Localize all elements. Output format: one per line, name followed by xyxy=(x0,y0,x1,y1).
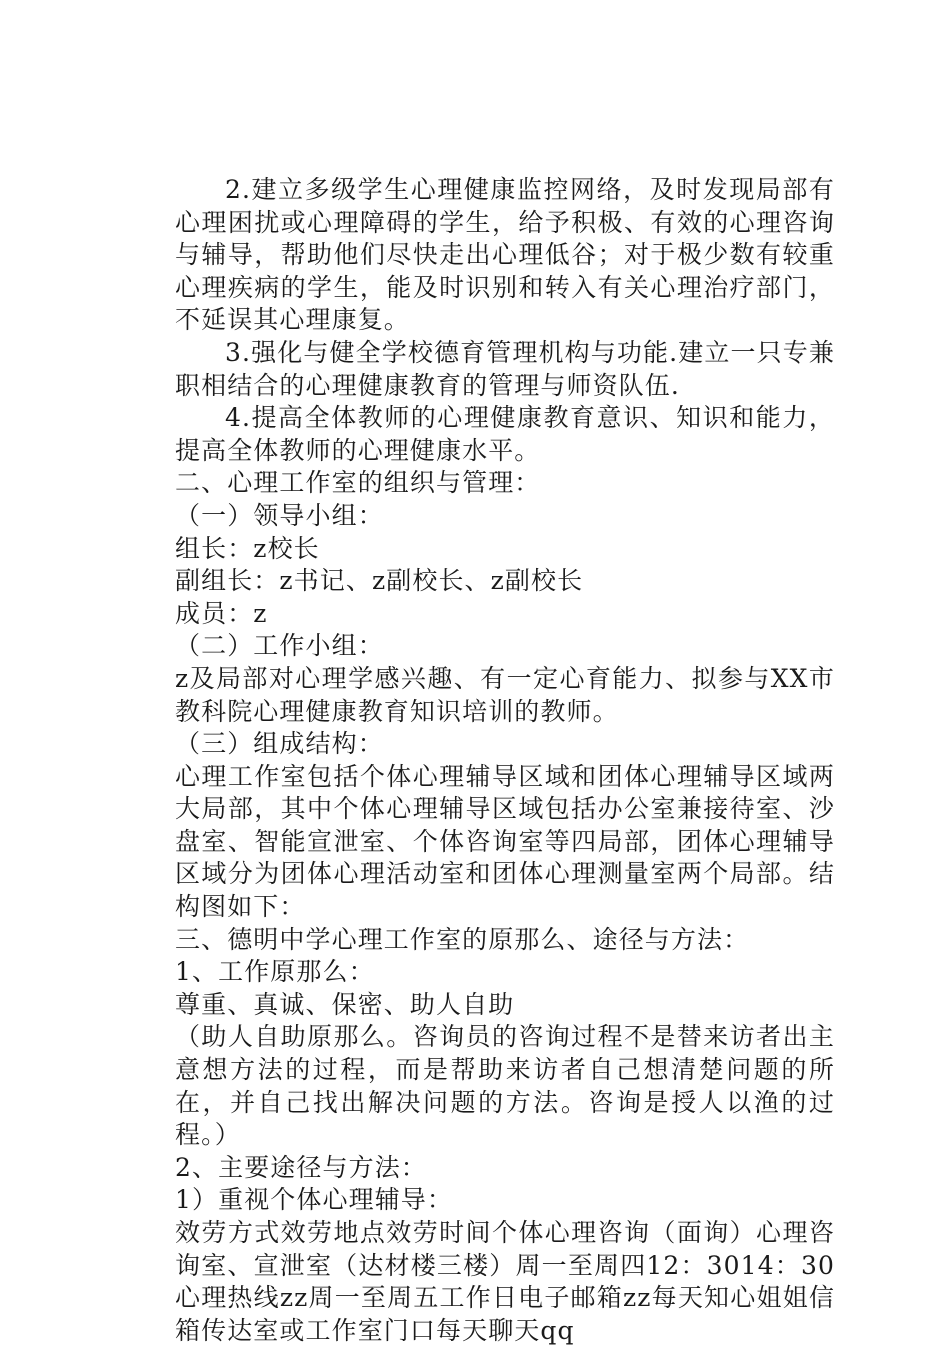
paragraph-goal-2: 2.建立多级学生心理健康监控网络，及时发现局部有心理困扰或心理障碍的学生，给予积极、有效的心理咨询与辅导，帮助他们尽快走出心理低谷；对于极少数有较重心理疾病的学生，能及时识别和转入有关心理治疗部门，不延误其心理康复。 xyxy=(175,175,835,335)
paragraph-goal-4: 4.提高全体教师的心理健康教育意识、知识和能力，提高全体教师的心理健康水平。 xyxy=(175,403,835,465)
paragraph-service-schedule: 效劳方式效劳地点效劳时间个体心理咨询（面询）心理咨询室、宣泄室（达材楼三楼）周一至周四12：3014：30心理热线zz周一至周五工作日电子邮箱zz每天知心姐姐信箱传达室或工作室门口每天聊天qq xyxy=(175,1218,835,1345)
paragraph-self-help-note: （助人自助原那么。咨询员的咨询过程不是替来访者出主意想方法的过程，而是帮助来访者自己想清楚问题的所在，并自己找出解决问题的方法。咨询是授人以渔的过程。） xyxy=(175,1022,835,1150)
section-heading-principles: 三、德明中学心理工作室的原那么、途径与方法： xyxy=(175,924,750,954)
subheading-working-group: （二）工作小组： xyxy=(175,631,384,661)
subheading-work-principles: 1、工作原那么： xyxy=(175,957,375,987)
document-body xyxy=(175,174,835,1347)
paragraph-working-group: z及局部对心理学感兴趣、有一定心育能力、拟参与XX市教科院心理健康教育知识培训的教师。 xyxy=(175,663,835,726)
paragraph-structure: 心理工作室包括个体心理辅导区域和团体心理辅导区域两大局部，其中个体心理辅导区域包括办公室兼接待室、沙盘室、智能宣泄室、个体咨询室等四局部，团体心理辅导区域分为团体心理活动室和团体心理测量室两个局部。结构图如下： xyxy=(175,761,835,922)
subheading-main-approaches: 2、主要途径与方法： xyxy=(175,1152,427,1182)
members-line: 成员：z xyxy=(175,598,268,628)
paragraph-goal-3: 3.强化与健全学校德育管理机构与功能.建立一只专兼职相结合的心理健康教育的管理与师资队伍. xyxy=(175,337,835,400)
principles-list: 尊重、真诚、保密、助人自助 xyxy=(175,989,515,1019)
deputy-leader-line: 副组长：z书记、z副校长、z副校长 xyxy=(175,566,584,596)
section-heading-organization: 二、心理工作室的组织与管理： xyxy=(175,468,541,498)
subheading-leadership-group: （一）领导小组： xyxy=(175,500,384,530)
leader-line: 组长：z校长 xyxy=(175,533,320,563)
subheading-structure: （三）组成结构： xyxy=(175,729,384,759)
subheading-individual-counseling: 1）重视个体心理辅导： xyxy=(175,1185,454,1215)
